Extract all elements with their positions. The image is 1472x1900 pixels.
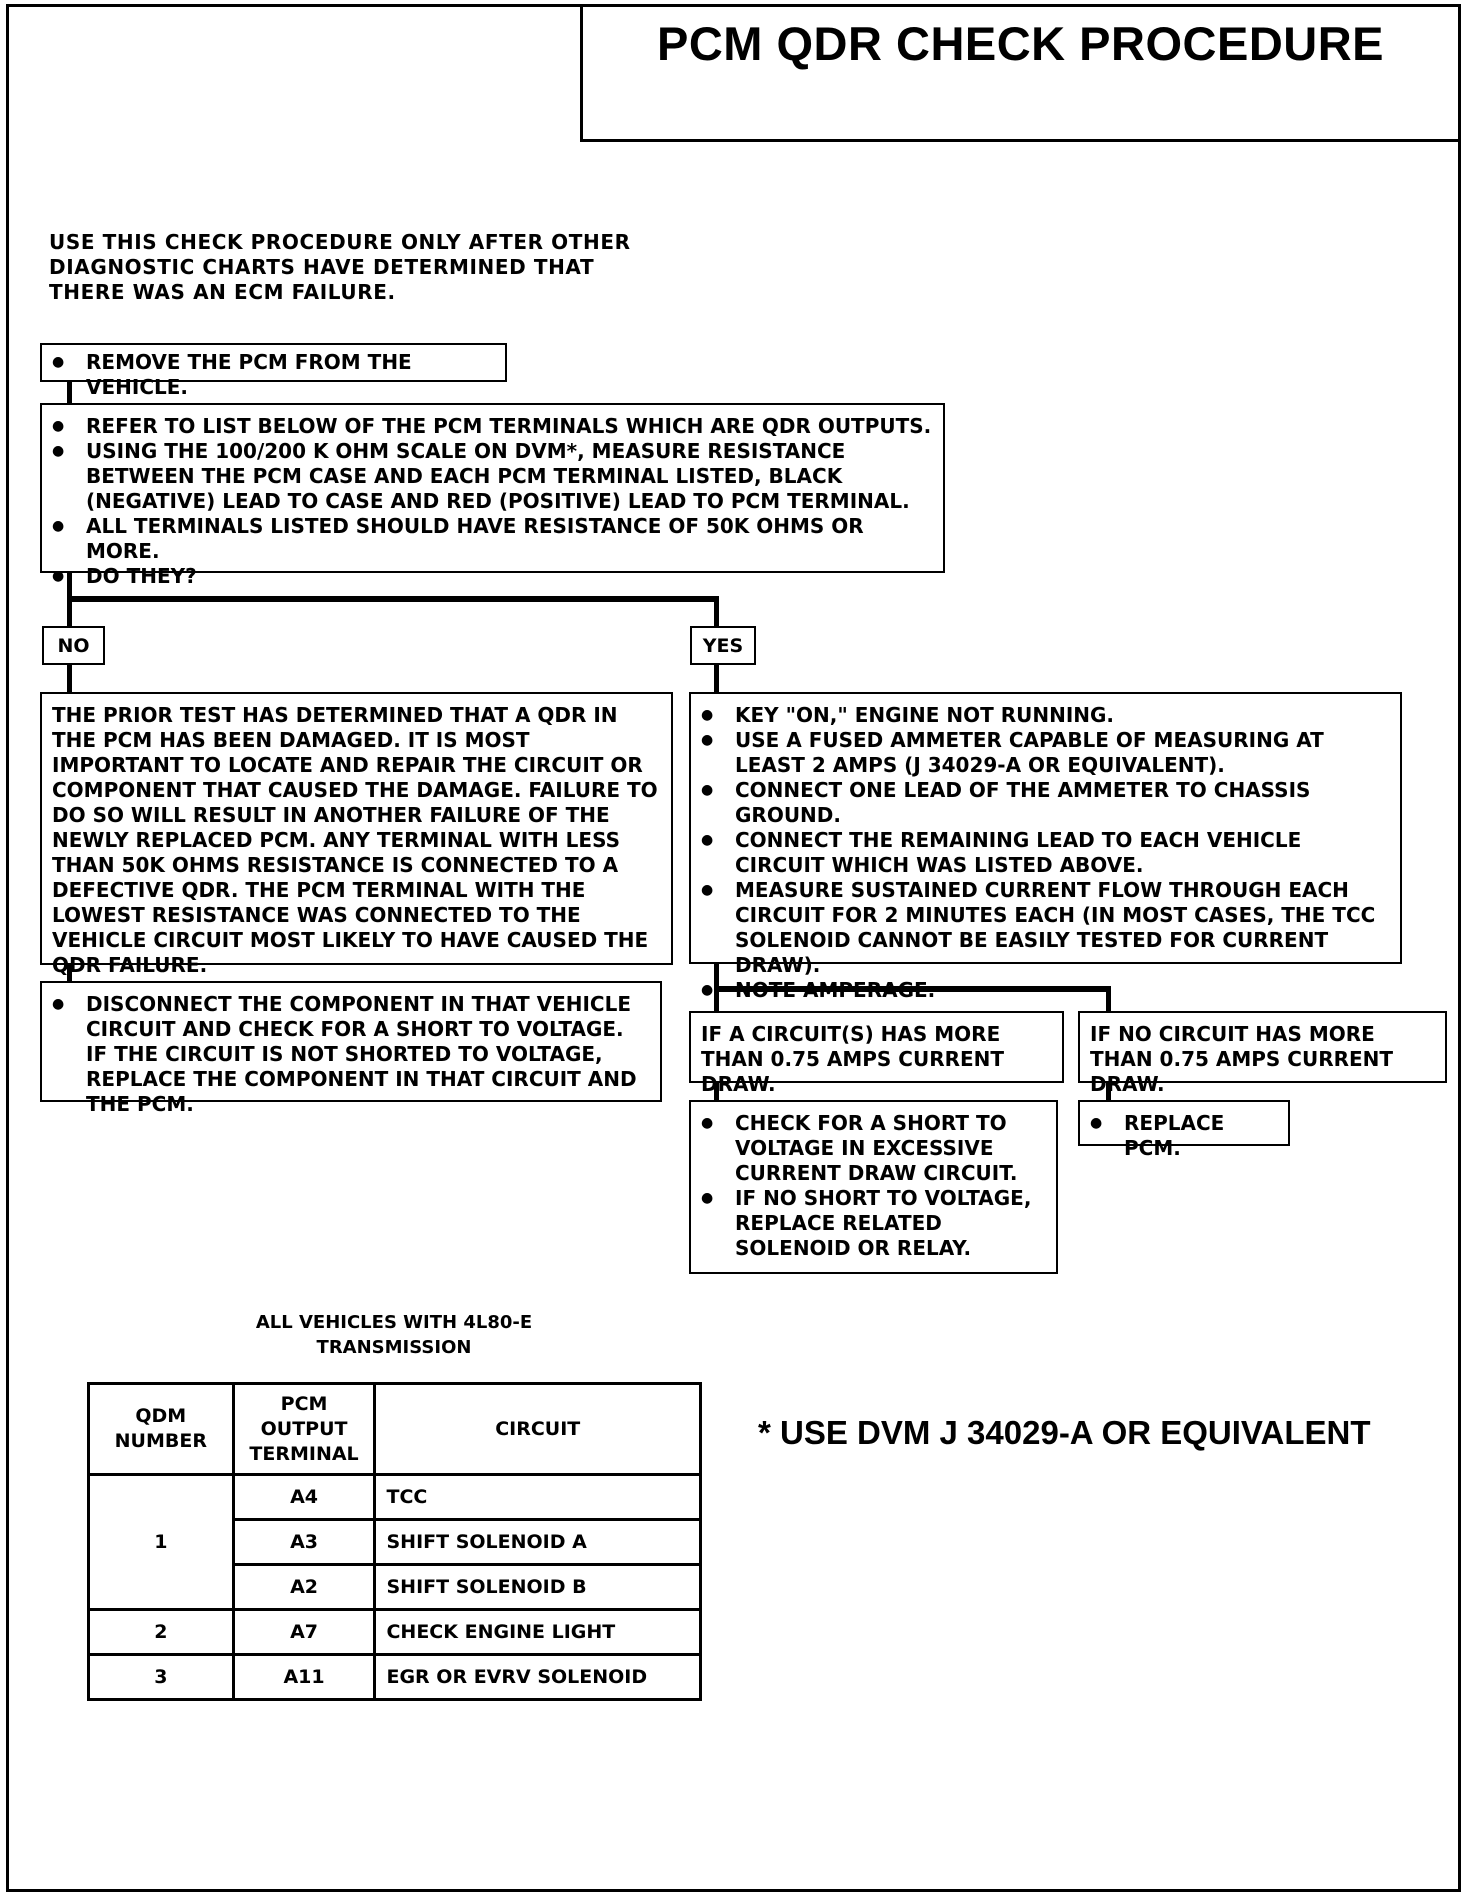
step-item: ● CHECK FOR A SHORT TO VOLTAGE IN EXCESSIVE CURRENT DRAW CIRCUIT. — [701, 1111, 1046, 1186]
step-remove-pcm — [40, 343, 507, 399]
step-item: ● CONNECT ONE LEAD OF THE AMMETER TO CHASSIS GROUND. — [701, 778, 1390, 828]
no-high-draw-text: IF NO CIRCUIT HAS MORE THAN 0.75 AMPS CURRENT DRAW. — [1090, 1022, 1394, 1096]
cell-qdm: 2 — [89, 1610, 234, 1655]
title-box — [580, 4, 1461, 142]
step-item: ● DO THEY? — [52, 564, 933, 589]
table-row — [89, 1655, 701, 1700]
cell-qdm: 3 — [89, 1655, 234, 1700]
step-item: ● NOTE AMPERAGE. — [701, 978, 1390, 1003]
step-item: ● USE A FUSED AMMETER CAPABLE OF MEASURING AT LEAST 2 AMPS (J 34029-A OR EQUIVALENT). — [701, 728, 1390, 778]
step-item: ● REFER TO LIST BELOW OF THE PCM TERMINALS WHICH ARE QDR OUTPUTS. — [52, 414, 933, 439]
header-qdm-number — [89, 1384, 234, 1475]
branch-yes-label: YES — [690, 626, 756, 665]
step-item: ● IF NO SHORT TO VOLTAGE, REPLACE RELATED SOLENOID OR RELAY. — [701, 1186, 1046, 1261]
cell-circuit: SHIFT SOLENOID B — [375, 1565, 701, 1610]
replace-pcm-box — [1078, 1100, 1290, 1160]
header-text: PCM — [280, 1392, 328, 1415]
step-item: ● DISCONNECT THE COMPONENT IN THAT VEHICLE CIRCUIT AND CHECK FOR A SHORT TO VOLTAGE. IF THE CIRCUIT IS NOT SHORTED TO VOLTAGE, REPLACE THE COMPONENT IN THAT CIRCUIT AND THE PCM. — [52, 992, 650, 1117]
high-draw-condition — [689, 1011, 1064, 1096]
cell-circuit: CHECK ENGINE LIGHT — [375, 1610, 701, 1655]
table-title-line: TRANSMISSION — [316, 1337, 472, 1358]
intro-line: USE THIS CHECK PROCEDURE ONLY AFTER OTHER — [49, 230, 631, 254]
step-item: ● KEY "ON," ENGINE NOT RUNNING. — [701, 703, 1390, 728]
high-draw-text: IF A CIRCUIT(S) HAS MORE THAN 0.75 AMPS CURRENT DRAW. — [701, 1022, 1005, 1096]
high-draw-actions-box — [689, 1100, 1058, 1274]
branch-no-label: NO — [42, 626, 105, 665]
cell-terminal: A11 — [233, 1655, 375, 1700]
no-result-explanation — [40, 692, 673, 977]
intro-line: THERE WAS AN ECM FAILURE. — [49, 280, 396, 304]
table-row — [89, 1475, 701, 1520]
step-item: ● REPLACE PCM. — [1090, 1111, 1278, 1161]
header-text: TERMINAL — [249, 1442, 359, 1465]
no-result-text: THE PRIOR TEST HAS DETERMINED THAT A QDR IN THE PCM HAS BEEN DAMAGED. IT IS MOST IMPORTANT TO LOCATE AND REPAIR THE CIRCUIT OR COMPONENT THAT CAUSED THE DAMAGE. FAILURE TO DO SO WILL RESULT IN ANOTHER FAILURE OF THE NEWLY REPLACED PCM. ANY TERMINAL WITH LESS THAN 50K OHMS RESISTANCE IS CONNECTED TO A DEFECTIVE QDR. THE PCM TERMINAL WITH THE LOWEST RESISTANCE WAS CONNECTED TO THE VEHICLE CIRCUIT MOST LIKELY TO HAVE CAUSED THE QDR FAILURE. — [52, 703, 658, 977]
header-circuit: CIRCUIT — [375, 1384, 701, 1475]
cell-circuit: TCC — [375, 1475, 701, 1520]
connector-branch-horizontal — [67, 596, 719, 602]
step-item: ● USING THE 100/200 K OHM SCALE ON DVM*, MEASURE RESISTANCE BETWEEN THE PCM CASE AND EACH PCM TERMINAL LISTED, BLACK (NEGATIVE) LEAD TO CASE AND RED (POSITIVE) LEAD TO PCM TERMINAL. — [52, 439, 933, 514]
header-text: OUTPUT — [260, 1417, 348, 1440]
intro-text — [49, 230, 631, 305]
cell-terminal: A4 — [233, 1475, 375, 1520]
no-action-box — [40, 981, 662, 1116]
cell-terminal: A3 — [233, 1520, 375, 1565]
header-text: NUMBER — [114, 1430, 207, 1452]
intro-line: DIAGNOSTIC CHARTS HAVE DETERMINED THAT — [49, 255, 595, 279]
yes-steps-box — [689, 692, 1402, 1002]
step-item: ● CONNECT THE REMAINING LEAD TO EACH VEHICLE CIRCUIT WHICH WAS LISTED ABOVE. — [701, 828, 1390, 878]
connector-to-no — [67, 600, 72, 627]
connector-yes-steps — [714, 664, 719, 694]
table-header-row — [89, 1384, 701, 1475]
table-row — [89, 1610, 701, 1655]
cell-qdm: 1 — [89, 1475, 234, 1610]
connector-to-yes — [714, 600, 719, 627]
step-item: ● ALL TERMINALS LISTED SHOULD HAVE RESISTANCE OF 50K OHMS OR MORE. — [52, 514, 933, 564]
cell-circuit: SHIFT SOLENOID A — [375, 1520, 701, 1565]
connector-no-result — [67, 664, 72, 694]
no-high-draw-condition — [1078, 1011, 1447, 1096]
cell-circuit: EGR OR EVRV SOLENOID — [375, 1655, 701, 1700]
header-text: QDM — [135, 1405, 187, 1427]
table-title — [87, 1310, 701, 1360]
step-measure-resistance — [40, 403, 945, 588]
dvm-note: * USE DVM J 34029-A OR EQUIVALENT — [758, 1414, 1371, 1451]
header-pcm-output-terminal — [233, 1384, 375, 1475]
step-item: ● REMOVE THE PCM FROM THE VEHICLE. — [52, 350, 495, 400]
cell-terminal: A2 — [233, 1565, 375, 1610]
page-title: PCM QDR CHECK PROCEDURE — [657, 16, 1384, 70]
cell-terminal: A7 — [233, 1610, 375, 1655]
step-item: ● MEASURE SUSTAINED CURRENT FLOW THROUGH EACH CIRCUIT FOR 2 MINUTES EACH (IN MOST CASES, THE TCC SOLENOID CANNOT BE EASILY TESTED FOR CURRENT DRAW). — [701, 878, 1390, 978]
qdr-terminal-table — [87, 1382, 702, 1701]
table-title-line: ALL VEHICLES WITH 4L80-E — [255, 1312, 533, 1333]
